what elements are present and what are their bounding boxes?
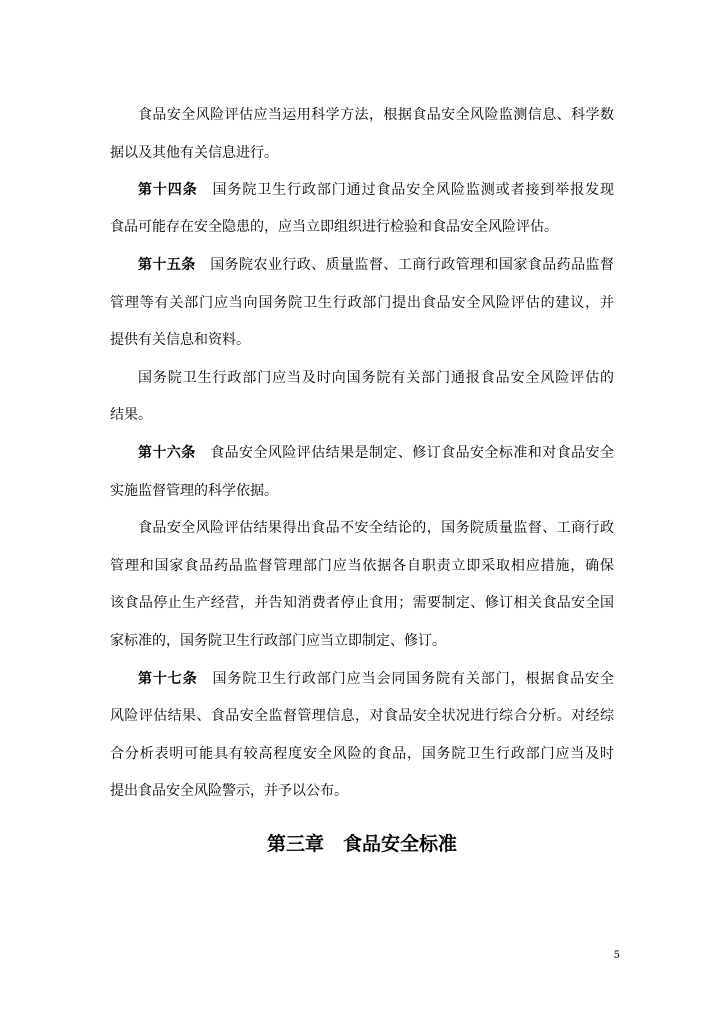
paragraph-line	[110, 706, 614, 726]
paragraph-line	[110, 631, 614, 651]
paragraph-line	[110, 593, 614, 613]
paragraph-line	[110, 143, 614, 163]
chapter-title: 第三章 食品安全标准	[266, 833, 457, 855]
paragraph-line	[138, 105, 614, 125]
article-number: 第十六条	[138, 445, 196, 461]
paragraph-text: 家标准的，国务院卫生行政部门应当立即制定、修订。	[110, 633, 446, 649]
paragraph-text: 食品可能存在安全隐患的，应当立即组织进行检验和食品安全风险评估。	[110, 219, 558, 235]
paragraph-text: 国务院卫生行政部门应当及时向国务院有关部门通报食品安全风险评估的	[138, 370, 614, 386]
paragraph-line	[138, 368, 614, 388]
article-number: 第十四条	[138, 182, 198, 198]
article-17-line	[138, 669, 614, 689]
paragraph-line	[110, 293, 614, 313]
paragraph-text: 食品安全风险评估结果得出食品不安全结论的，国务院质量监督、工商行政	[138, 520, 614, 536]
paragraph-text: 实施监督管理的科学依据。	[110, 483, 278, 499]
paragraph-text: 食品安全风险评估结果是制定、修订食品安全标准和对食品安全	[210, 445, 614, 461]
paragraph-text: 国务院农业行政、质量监督、工商行政管理和国家食品药品监督	[210, 257, 614, 273]
paragraph-text: 风险评估结果、食品安全监督管理信息，对食品安全状况进行综合分析。对经综	[110, 708, 614, 724]
paragraph-text: 结果。	[110, 407, 152, 423]
paragraph-text: 合分析表明可能具有较高程度安全风险的食品，国务院卫生行政部门应当及时	[110, 746, 614, 762]
paragraph-line	[110, 781, 614, 801]
paragraph-text: 国务院卫生行政部门应当会同国务院有关部门，根据食品安全	[212, 671, 615, 687]
paragraph-text: 国务院卫生行政部门通过食品安全风险监测或者接到举报发现	[212, 182, 615, 198]
paragraph-line	[110, 330, 614, 350]
paragraph-line	[110, 556, 614, 576]
paragraph-line	[138, 518, 614, 538]
paragraph-line	[110, 405, 614, 425]
article-16-line	[138, 443, 614, 463]
paragraph-text: 管理和国家食品药品监督管理部门应当依据各自职责立即采取相应措施，确保	[110, 558, 614, 574]
paragraph-text: 提供有关信息和资料。	[110, 332, 250, 348]
article-number: 第十七条	[138, 671, 198, 687]
article-14-line	[138, 180, 614, 200]
page-number: 5	[613, 950, 620, 961]
paragraph-line	[110, 744, 614, 764]
paragraph-text: 食品安全风险评估应当运用科学方法，根据食品安全风险监测信息、科学数	[138, 107, 614, 123]
paragraph-line	[110, 217, 614, 237]
article-15-line	[138, 255, 614, 275]
paragraph-text: 管理等有关部门应当向国务院卫生行政部门提出食品安全风险评估的建议，并	[110, 295, 614, 311]
article-number: 第十五条	[138, 257, 196, 273]
paragraph-text: 提出食品安全风险警示，并予以公布。	[110, 783, 348, 799]
paragraph-text: 据以及其他有关信息进行。	[110, 145, 278, 161]
paragraph-line	[110, 481, 614, 501]
paragraph-text: 该食品停止生产经营，并告知消费者停止食用；需要制定、修订相关食品安全国	[110, 595, 614, 611]
